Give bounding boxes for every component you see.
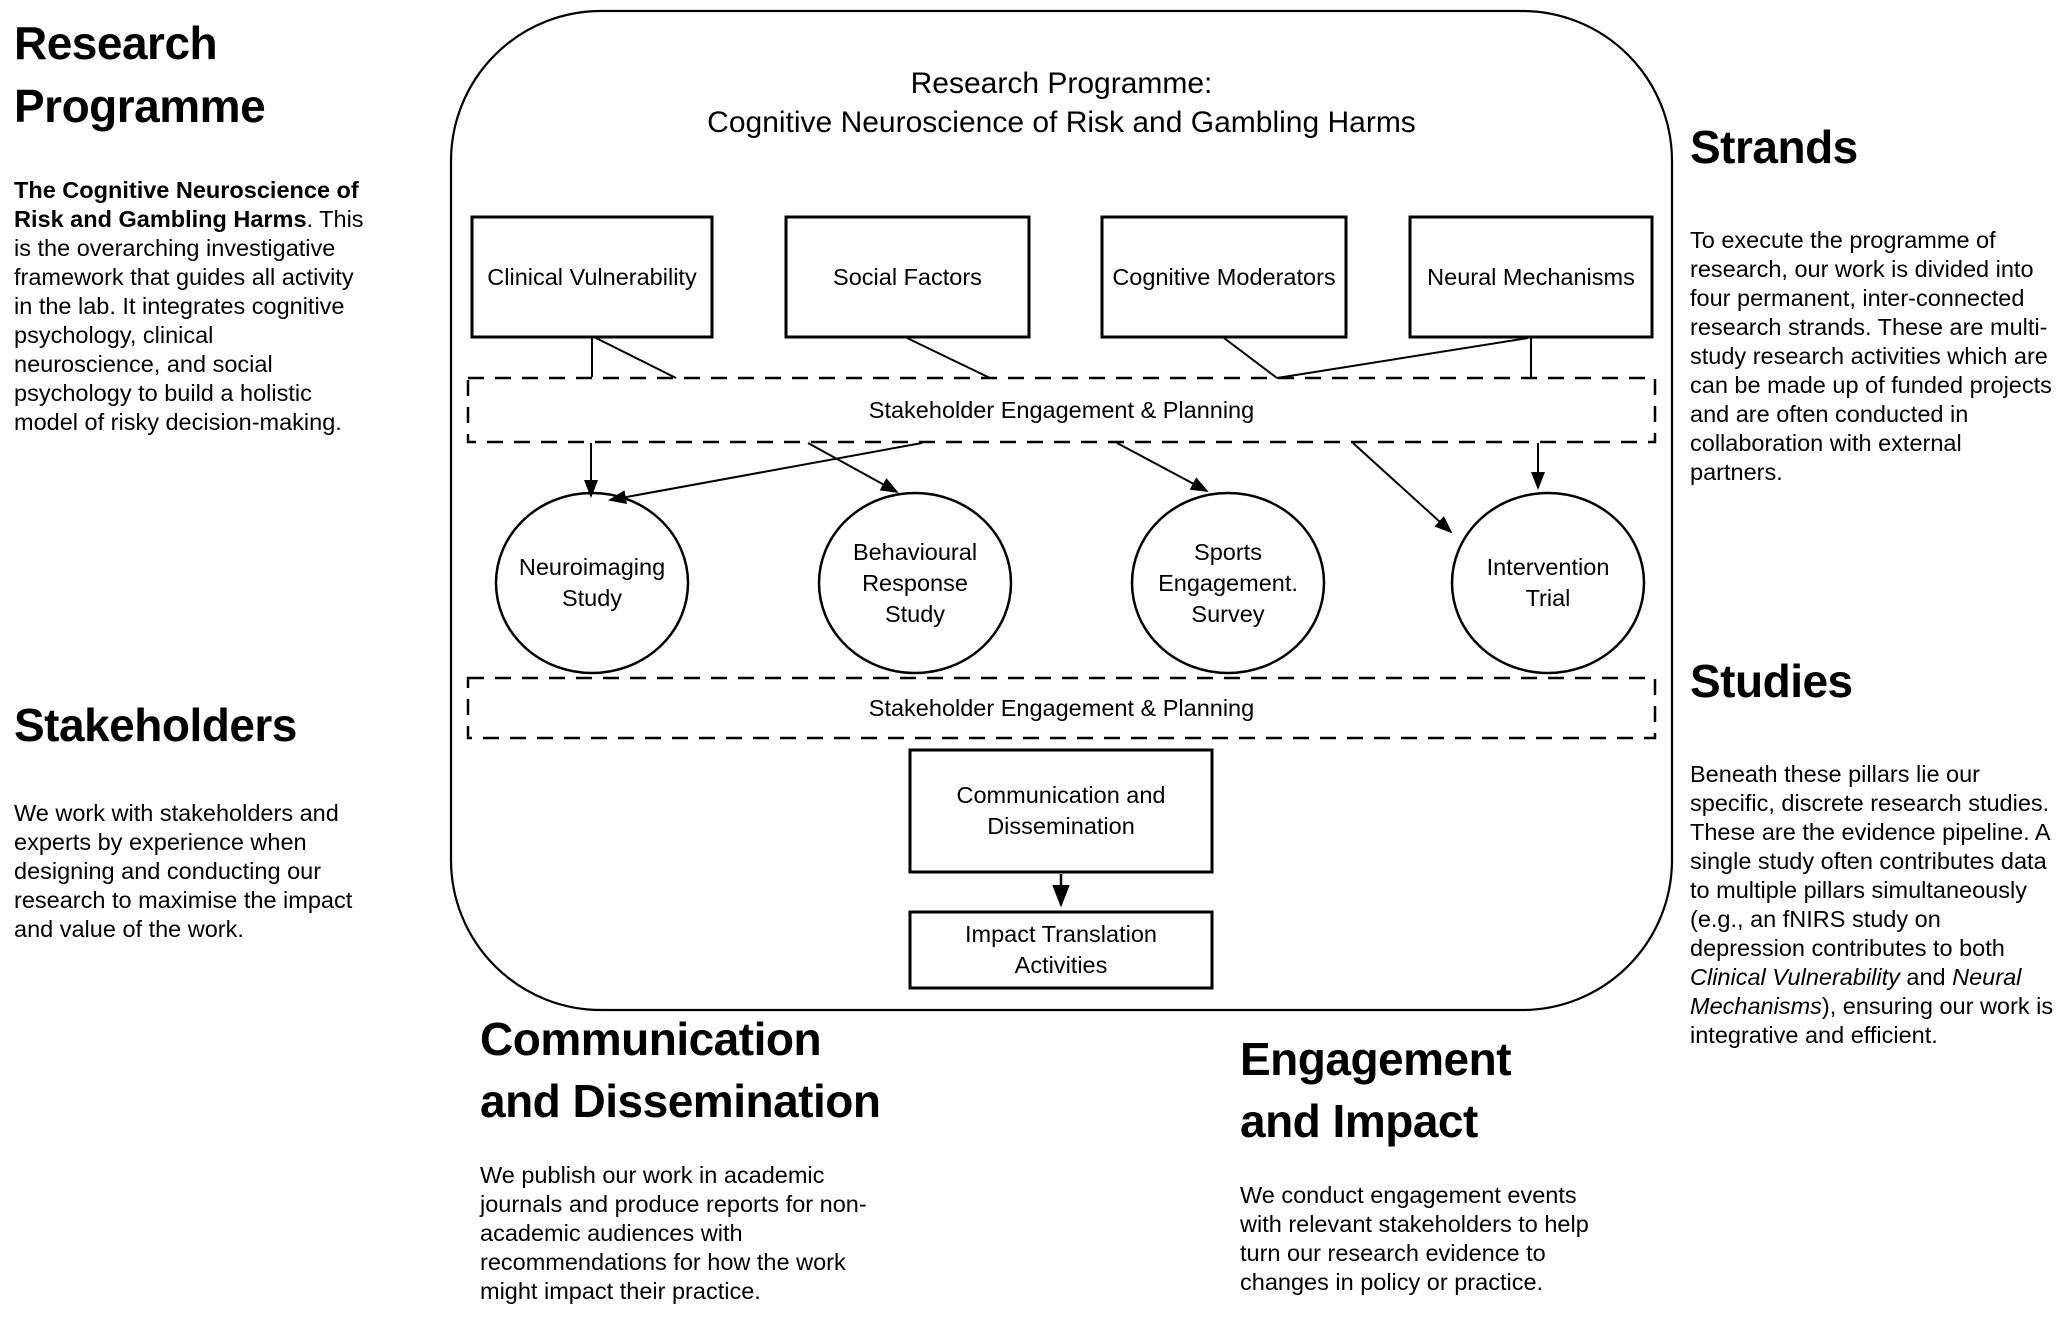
diagram-title-line2: Cognitive Neuroscience of Risk and Gambling Harms — [707, 106, 1416, 139]
studies-body-part2: and — [1899, 964, 1953, 990]
communication-box — [910, 750, 1212, 872]
communication-heading-line1: Communication — [480, 1013, 822, 1065]
study-circle-neuroimaging — [496, 493, 688, 673]
stakeholders-heading: Stakeholders — [14, 699, 297, 751]
engagement-body: We conduct engagement events with relevant stakeholders to help turn our research evidence to changes in policy or practice. — [1240, 1182, 1589, 1295]
diagram-title — [451, 64, 1672, 142]
engagement-heading-line2: and Impact — [1240, 1095, 1478, 1148]
research-programme-heading-line2: Programme — [14, 80, 266, 133]
impact-box-label: Impact Translation Activities — [964, 921, 1157, 978]
strand-box-neural-mechanisms: Neural Mechanisms — [1427, 263, 1635, 290]
studies-heading: Studies — [1690, 655, 1853, 707]
strands-body: To execute the programme of research, our work is divided into four permanent, inter-connected research strands. These are multi-study research activities which are can be made up of funded projects and are often conducted in collaboration with external partners. — [1690, 227, 2052, 485]
studies-body-part1: Beneath these pillars lie our specific, discrete research studies. These are the evidence pipeline. A single study often contributes data to multiple pillars simultaneously (e.g., an fNIRS study on depression contributes to both — [1690, 761, 2050, 961]
research-programme-heading-line1: Research — [14, 17, 218, 69]
engagement-heading-line1: Engagement — [1240, 1033, 1512, 1085]
research-programme-body-bold: The Cognitive Neuroscience of Risk and Gambling Harms — [14, 177, 359, 232]
stakeholder-band-top-label: Stakeholder Engagement & Planning — [868, 396, 1255, 423]
study-circle-intervention-trial-label: Intervention Trial — [1486, 554, 1610, 611]
communication-box-label: Communication and Dissemination — [956, 782, 1166, 839]
stakeholders-body: We work with stakeholders and experts by experience when designing and conducting our research to maximise the impact and value of the work. — [14, 800, 353, 942]
strand-box-social-factors: Social Factors — [833, 263, 982, 290]
communication-body: We publish our work in academic journals and produce reports for non-academic audiences with recommendations for how the work might impact their practice. — [480, 1162, 867, 1304]
study-circle-behavioural-response-label: Behavioural Response Study — [852, 538, 978, 627]
strand-box-clinical-vulnerability: Clinical Vulnerability — [487, 263, 697, 290]
strand-to-band-lines — [592, 338, 1531, 378]
studies-body-italic1: Clinical Vulnerability — [1690, 964, 1900, 990]
research-programme-body-rest: . This is the overarching investigative framework that guides all activity in the lab. It integrates cognitive psychology, clinical neuroscience, and social psychology to build a holistic model of risky decision-making. — [14, 206, 364, 435]
strand-box-cognitive-moderators: Cognitive Moderators — [1112, 263, 1336, 290]
studies-body-part3: ), ensuring our work is integrative and efficient. — [1690, 993, 2054, 1048]
study-circle-behavioural-response — [819, 493, 1011, 673]
impact-box — [910, 912, 1212, 988]
stakeholder-band-bottom-label: Stakeholder Engagement & Planning — [868, 694, 1255, 721]
study-circle-neuroimaging-label: Neuroimaging Study — [518, 554, 666, 611]
diagram-title-line1: Research Programme: — [910, 67, 1213, 100]
study-circle-intervention-trial — [1452, 493, 1644, 673]
strands-heading: Strands — [1690, 121, 1858, 173]
study-circle-sports-engagement-label: Sports Engagement. Survey — [1158, 538, 1298, 627]
communication-heading-line2: and Dissemination — [480, 1075, 881, 1128]
study-circle-sports-engagement — [1132, 493, 1324, 673]
studies-body-italic2: Neural Mechanisms — [1690, 964, 2022, 1019]
band-to-study-arrows — [591, 443, 1538, 532]
